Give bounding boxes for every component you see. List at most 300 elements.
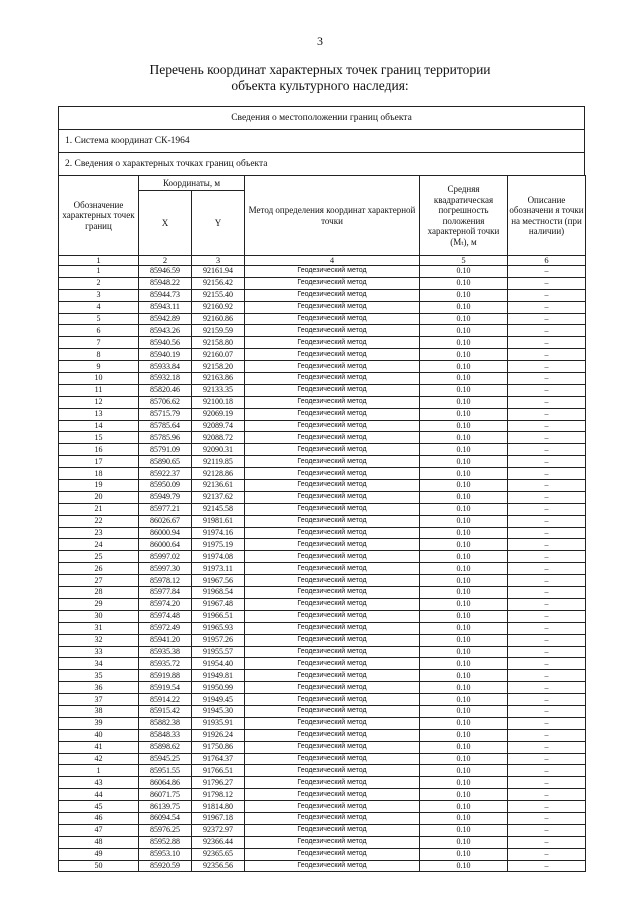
title-line-2: объекта культурного наследия: <box>231 78 409 93</box>
table-row <box>59 765 586 777</box>
point-id-cell: 30 <box>59 610 139 622</box>
point-id-cell: 50 <box>59 860 139 872</box>
coord-x-cell: 86000.64 <box>139 539 192 551</box>
description-cell: – <box>508 337 586 349</box>
description-cell: – <box>508 396 586 408</box>
table-row <box>59 491 586 503</box>
method-cell: Геодезический метод <box>245 277 420 289</box>
point-id-cell: 24 <box>59 539 139 551</box>
description-cell: – <box>508 313 586 325</box>
accuracy-cell: 0.10 <box>420 503 508 515</box>
description-cell: – <box>508 694 586 706</box>
accuracy-cell: 0.10 <box>420 777 508 789</box>
coord-x-cell: 85785.96 <box>139 432 192 444</box>
method-cell: Геодезический метод <box>245 587 420 599</box>
method-cell: Геодезический метод <box>245 812 420 824</box>
accuracy-cell: 0.10 <box>420 515 508 527</box>
table-row <box>59 705 586 717</box>
coord-y-cell: 91967.48 <box>192 598 245 610</box>
accuracy-cell: 0.10 <box>420 444 508 456</box>
description-cell: – <box>508 622 586 634</box>
accuracy-cell: 0.10 <box>420 789 508 801</box>
method-cell: Геодезический метод <box>245 289 420 301</box>
coord-x-cell: 86000.94 <box>139 527 192 539</box>
coord-x-cell: 85953.10 <box>139 848 192 860</box>
description-cell: – <box>508 587 586 599</box>
description-cell: – <box>508 373 586 385</box>
description-cell: – <box>508 729 586 741</box>
method-cell: Геодезический метод <box>245 491 420 503</box>
method-cell: Геодезический метод <box>245 408 420 420</box>
table-row <box>59 396 586 408</box>
method-cell: Геодезический метод <box>245 646 420 658</box>
page-number: 3 <box>317 34 323 48</box>
coord-x-cell: 85941.20 <box>139 634 192 646</box>
method-cell: Геодезический метод <box>245 717 420 729</box>
table-row <box>59 277 586 289</box>
coord-y-cell: 92119.85 <box>192 456 245 468</box>
accuracy-cell: 0.10 <box>420 361 508 373</box>
method-cell: Геодезический метод <box>245 563 420 575</box>
table-row <box>59 777 586 789</box>
column-number: 1 <box>59 256 139 266</box>
coord-y-cell: 91967.56 <box>192 575 245 587</box>
table-body <box>59 266 586 872</box>
accuracy-cell: 0.10 <box>420 646 508 658</box>
coord-y-cell: 92160.86 <box>192 313 245 325</box>
description-cell: – <box>508 289 586 301</box>
coord-x-cell: 85951.55 <box>139 765 192 777</box>
coord-y-cell: 92158.20 <box>192 361 245 373</box>
coord-y-cell: 92069.19 <box>192 408 245 420</box>
title-line-1: Перечень координат характерных точек границ территории <box>149 62 491 77</box>
point-id-cell: 38 <box>59 705 139 717</box>
table-row <box>59 824 586 836</box>
coord-y-cell: 91965.93 <box>192 622 245 634</box>
coord-x-cell: 85943.26 <box>139 325 192 337</box>
coord-x-cell: 85974.48 <box>139 610 192 622</box>
description-cell: – <box>508 361 586 373</box>
table-row <box>59 670 586 682</box>
point-id-cell: 35 <box>59 670 139 682</box>
point-id-cell: 42 <box>59 753 139 765</box>
coord-x-cell: 85943.11 <box>139 301 192 313</box>
accuracy-cell: 0.10 <box>420 587 508 599</box>
coord-x-cell: 85922.37 <box>139 468 192 480</box>
accuracy-cell: 0.10 <box>420 408 508 420</box>
point-id-cell: 41 <box>59 741 139 753</box>
coord-y-cell: 92156.42 <box>192 277 245 289</box>
coord-x-cell: 85848.33 <box>139 729 192 741</box>
table-caption: Сведения о местоположении границ объекта <box>58 106 585 129</box>
point-id-cell: 48 <box>59 836 139 848</box>
description-cell: – <box>508 753 586 765</box>
description-cell: – <box>508 717 586 729</box>
coord-x-cell: 85997.02 <box>139 551 192 563</box>
header-method: Метод определения координат характерной точки <box>245 176 420 256</box>
table-row <box>59 456 586 468</box>
column-number: 6 <box>508 256 586 266</box>
table-row <box>59 729 586 741</box>
accuracy-cell: 0.10 <box>420 266 508 278</box>
point-id-cell: 25 <box>59 551 139 563</box>
table-row <box>59 289 586 301</box>
point-id-cell: 1 <box>59 266 139 278</box>
accuracy-cell: 0.10 <box>420 301 508 313</box>
description-cell: – <box>508 515 586 527</box>
accuracy-cell: 0.10 <box>420 325 508 337</box>
coord-x-cell: 85935.38 <box>139 646 192 658</box>
table-row <box>59 420 586 432</box>
method-cell: Геодезический метод <box>245 396 420 408</box>
method-cell: Геодезический метод <box>245 468 420 480</box>
method-cell: Геодезический метод <box>245 777 420 789</box>
method-cell: Геодезический метод <box>245 266 420 278</box>
point-id-cell: 29 <box>59 598 139 610</box>
table-row <box>59 836 586 848</box>
accuracy-cell: 0.10 <box>420 384 508 396</box>
description-cell: – <box>508 266 586 278</box>
method-cell: Геодезический метод <box>245 610 420 622</box>
method-cell: Геодезический метод <box>245 515 420 527</box>
coord-x-cell: 85935.72 <box>139 658 192 670</box>
table-row <box>59 598 586 610</box>
method-cell: Геодезический метод <box>245 432 420 444</box>
description-cell: – <box>508 848 586 860</box>
description-cell: – <box>508 658 586 670</box>
coord-x-cell: 85919.88 <box>139 670 192 682</box>
coord-y-cell: 92133.35 <box>192 384 245 396</box>
accuracy-cell: 0.10 <box>420 527 508 539</box>
table-row <box>59 444 586 456</box>
description-cell: – <box>508 444 586 456</box>
table-row <box>59 468 586 480</box>
accuracy-cell: 0.10 <box>420 610 508 622</box>
method-cell: Геодезический метод <box>245 598 420 610</box>
column-number: 5 <box>420 256 508 266</box>
header-x: X <box>139 191 192 256</box>
table-row <box>59 515 586 527</box>
method-cell: Геодезический метод <box>245 444 420 456</box>
coord-x-cell: 85820.46 <box>139 384 192 396</box>
point-id-cell: 34 <box>59 658 139 670</box>
accuracy-cell: 0.10 <box>420 670 508 682</box>
point-id-cell: 47 <box>59 824 139 836</box>
accuracy-cell: 0.10 <box>420 420 508 432</box>
method-cell: Геодезический метод <box>245 503 420 515</box>
header-accuracy: Средняя квадратическая погрешность положения характерной точки (Mₜ), м <box>420 176 508 256</box>
coord-y-cell: 91935.91 <box>192 717 245 729</box>
description-cell: – <box>508 610 586 622</box>
table-row <box>59 860 586 872</box>
point-id-cell: 7 <box>59 337 139 349</box>
coord-x-cell: 86071.75 <box>139 789 192 801</box>
coord-y-cell: 92145.58 <box>192 503 245 515</box>
description-cell: – <box>508 384 586 396</box>
method-cell: Геодезический метод <box>245 337 420 349</box>
coord-x-cell: 86139.75 <box>139 801 192 813</box>
accuracy-cell: 0.10 <box>420 801 508 813</box>
point-id-cell: 45 <box>59 801 139 813</box>
point-id-cell: 27 <box>59 575 139 587</box>
coord-x-cell: 85706.62 <box>139 396 192 408</box>
coord-y-cell: 92100.18 <box>192 396 245 408</box>
column-number: 2 <box>139 256 192 266</box>
description-cell: – <box>508 598 586 610</box>
table-row <box>59 717 586 729</box>
table-row <box>59 480 586 492</box>
coord-x-cell: 85974.20 <box>139 598 192 610</box>
table-row <box>59 408 586 420</box>
point-id-cell: 2 <box>59 277 139 289</box>
accuracy-cell: 0.10 <box>420 313 508 325</box>
point-id-cell: 32 <box>59 634 139 646</box>
point-id-cell: 19 <box>59 480 139 492</box>
point-id-cell: 15 <box>59 432 139 444</box>
coord-y-cell: 91975.19 <box>192 539 245 551</box>
coord-x-cell: 85785.64 <box>139 420 192 432</box>
method-cell: Геодезический метод <box>245 789 420 801</box>
coord-x-cell: 85978.12 <box>139 575 192 587</box>
point-id-cell: 28 <box>59 587 139 599</box>
description-cell: – <box>508 491 586 503</box>
point-id-cell: 10 <box>59 373 139 385</box>
method-cell: Геодезический метод <box>245 729 420 741</box>
table-row <box>59 587 586 599</box>
method-cell: Геодезический метод <box>245 741 420 753</box>
coord-y-cell: 92137.62 <box>192 491 245 503</box>
coord-y-cell: 92365.65 <box>192 848 245 860</box>
method-cell: Геодезический метод <box>245 801 420 813</box>
accuracy-cell: 0.10 <box>420 373 508 385</box>
coord-y-cell: 91973.11 <box>192 563 245 575</box>
point-id-cell: 26 <box>59 563 139 575</box>
coord-x-cell: 86094.54 <box>139 812 192 824</box>
coord-y-cell: 92128.86 <box>192 468 245 480</box>
description-cell: – <box>508 301 586 313</box>
method-cell: Геодезический метод <box>245 373 420 385</box>
coord-y-cell: 92366.44 <box>192 836 245 848</box>
coord-y-cell: 91949.45 <box>192 694 245 706</box>
method-cell: Геодезический метод <box>245 527 420 539</box>
column-number: 3 <box>192 256 245 266</box>
coord-y-cell: 92161.94 <box>192 266 245 278</box>
point-id-cell: 49 <box>59 848 139 860</box>
point-id-cell: 9 <box>59 361 139 373</box>
coord-x-cell: 85997.30 <box>139 563 192 575</box>
accuracy-cell: 0.10 <box>420 634 508 646</box>
accuracy-cell: 0.10 <box>420 575 508 587</box>
accuracy-cell: 0.10 <box>420 860 508 872</box>
method-cell: Геодезический метод <box>245 860 420 872</box>
accuracy-cell: 0.10 <box>420 694 508 706</box>
description-cell: – <box>508 801 586 813</box>
method-cell: Геодезический метод <box>245 349 420 361</box>
table-row <box>59 646 586 658</box>
coord-x-cell: 85977.21 <box>139 503 192 515</box>
accuracy-cell: 0.10 <box>420 551 508 563</box>
method-cell: Геодезический метод <box>245 301 420 313</box>
point-id-cell: 1 <box>59 765 139 777</box>
accuracy-cell: 0.10 <box>420 622 508 634</box>
accuracy-cell: 0.10 <box>420 491 508 503</box>
description-cell: – <box>508 777 586 789</box>
table-row <box>59 634 586 646</box>
description-cell: – <box>508 812 586 824</box>
coord-x-cell: 85920.59 <box>139 860 192 872</box>
coord-x-cell: 85882.38 <box>139 717 192 729</box>
table-row <box>59 349 586 361</box>
table-row <box>59 563 586 575</box>
coord-x-cell: 85977.84 <box>139 587 192 599</box>
method-cell: Геодезический метод <box>245 551 420 563</box>
document-title <box>0 62 640 94</box>
description-cell: – <box>508 860 586 872</box>
accuracy-cell: 0.10 <box>420 682 508 694</box>
point-id-cell: 13 <box>59 408 139 420</box>
point-id-cell: 4 <box>59 301 139 313</box>
coord-x-cell: 85914.22 <box>139 694 192 706</box>
description-cell: – <box>508 741 586 753</box>
description-cell: – <box>508 670 586 682</box>
method-cell: Геодезический метод <box>245 456 420 468</box>
coord-x-cell: 85791.09 <box>139 444 192 456</box>
description-cell: – <box>508 503 586 515</box>
accuracy-cell: 0.10 <box>420 705 508 717</box>
table-row <box>59 384 586 396</box>
table-row <box>59 301 586 313</box>
description-cell: – <box>508 646 586 658</box>
table-row <box>59 539 586 551</box>
coord-x-cell: 85948.22 <box>139 277 192 289</box>
coord-y-cell: 92160.07 <box>192 349 245 361</box>
method-cell: Геодезический метод <box>245 753 420 765</box>
coord-y-cell: 91957.26 <box>192 634 245 646</box>
coord-x-cell: 85915.42 <box>139 705 192 717</box>
description-cell: – <box>508 527 586 539</box>
coord-x-cell: 85944.73 <box>139 289 192 301</box>
accuracy-cell: 0.10 <box>420 824 508 836</box>
coord-y-cell: 92159.59 <box>192 325 245 337</box>
description-cell: – <box>508 325 586 337</box>
coord-y-cell: 91949.81 <box>192 670 245 682</box>
description-cell: – <box>508 575 586 587</box>
method-cell: Геодезический метод <box>245 480 420 492</box>
header-y: Y <box>192 191 245 256</box>
coord-y-cell: 91981.61 <box>192 515 245 527</box>
coord-x-cell: 85932.18 <box>139 373 192 385</box>
header-point: Обозначение характерных точек границ <box>59 176 139 256</box>
coord-y-cell: 92158.80 <box>192 337 245 349</box>
method-cell: Геодезический метод <box>245 325 420 337</box>
table-row <box>59 503 586 515</box>
description-cell: – <box>508 432 586 444</box>
point-id-cell: 16 <box>59 444 139 456</box>
table-row <box>59 527 586 539</box>
point-id-cell: 8 <box>59 349 139 361</box>
point-id-cell: 31 <box>59 622 139 634</box>
point-id-cell: 6 <box>59 325 139 337</box>
table-row <box>59 694 586 706</box>
method-cell: Геодезический метод <box>245 361 420 373</box>
accuracy-cell: 0.10 <box>420 753 508 765</box>
accuracy-cell: 0.10 <box>420 563 508 575</box>
description-cell: – <box>508 789 586 801</box>
table-row <box>59 789 586 801</box>
coord-y-cell: 91954.40 <box>192 658 245 670</box>
coord-x-cell: 85898.62 <box>139 741 192 753</box>
coord-x-cell: 85950.09 <box>139 480 192 492</box>
coordinates-table <box>58 175 586 872</box>
header-description: Описание обозначени я точки на местности (при наличии) <box>508 176 586 256</box>
coord-y-cell: 92163.86 <box>192 373 245 385</box>
accuracy-cell: 0.10 <box>420 658 508 670</box>
coord-x-cell: 85890.65 <box>139 456 192 468</box>
point-id-cell: 40 <box>59 729 139 741</box>
description-cell: – <box>508 480 586 492</box>
point-id-cell: 21 <box>59 503 139 515</box>
method-cell: Геодезический метод <box>245 384 420 396</box>
coord-x-cell: 85919.54 <box>139 682 192 694</box>
accuracy-cell: 0.10 <box>420 337 508 349</box>
point-id-cell: 12 <box>59 396 139 408</box>
description-cell: – <box>508 765 586 777</box>
point-id-cell: 36 <box>59 682 139 694</box>
method-cell: Геодезический метод <box>245 420 420 432</box>
coord-y-cell: 92089.74 <box>192 420 245 432</box>
accuracy-cell: 0.10 <box>420 349 508 361</box>
method-cell: Геодезический метод <box>245 824 420 836</box>
coord-y-cell: 91974.16 <box>192 527 245 539</box>
point-id-cell: 46 <box>59 812 139 824</box>
point-id-cell: 14 <box>59 420 139 432</box>
header-coordinates: Координаты, м <box>139 176 245 191</box>
method-cell: Геодезический метод <box>245 634 420 646</box>
coord-y-cell: 91950.99 <box>192 682 245 694</box>
table-row <box>59 313 586 325</box>
coord-x-cell: 85715.79 <box>139 408 192 420</box>
accuracy-cell: 0.10 <box>420 848 508 860</box>
coord-y-cell: 91796.27 <box>192 777 245 789</box>
point-id-cell: 17 <box>59 456 139 468</box>
table-row <box>59 373 586 385</box>
accuracy-cell: 0.10 <box>420 741 508 753</box>
point-id-cell: 11 <box>59 384 139 396</box>
table-row <box>59 337 586 349</box>
table-row <box>59 812 586 824</box>
table-row <box>59 610 586 622</box>
column-number: 4 <box>245 256 420 266</box>
table-row <box>59 801 586 813</box>
coordinate-system-row: 1. Система координат СК-1964 <box>58 129 585 152</box>
coord-y-cell: 91966.51 <box>192 610 245 622</box>
accuracy-cell: 0.10 <box>420 729 508 741</box>
point-id-cell: 20 <box>59 491 139 503</box>
coord-y-cell: 91764.37 <box>192 753 245 765</box>
coord-y-cell: 91974.08 <box>192 551 245 563</box>
method-cell: Геодезический метод <box>245 848 420 860</box>
description-cell: – <box>508 468 586 480</box>
description-cell: – <box>508 836 586 848</box>
coord-x-cell: 85976.25 <box>139 824 192 836</box>
accuracy-cell: 0.10 <box>420 812 508 824</box>
coord-y-cell: 91798.12 <box>192 789 245 801</box>
method-cell: Геодезический метод <box>245 670 420 682</box>
accuracy-cell: 0.10 <box>420 836 508 848</box>
method-cell: Геодезический метод <box>245 694 420 706</box>
coord-x-cell: 85942.89 <box>139 313 192 325</box>
coord-y-cell: 91967.18 <box>192 812 245 824</box>
